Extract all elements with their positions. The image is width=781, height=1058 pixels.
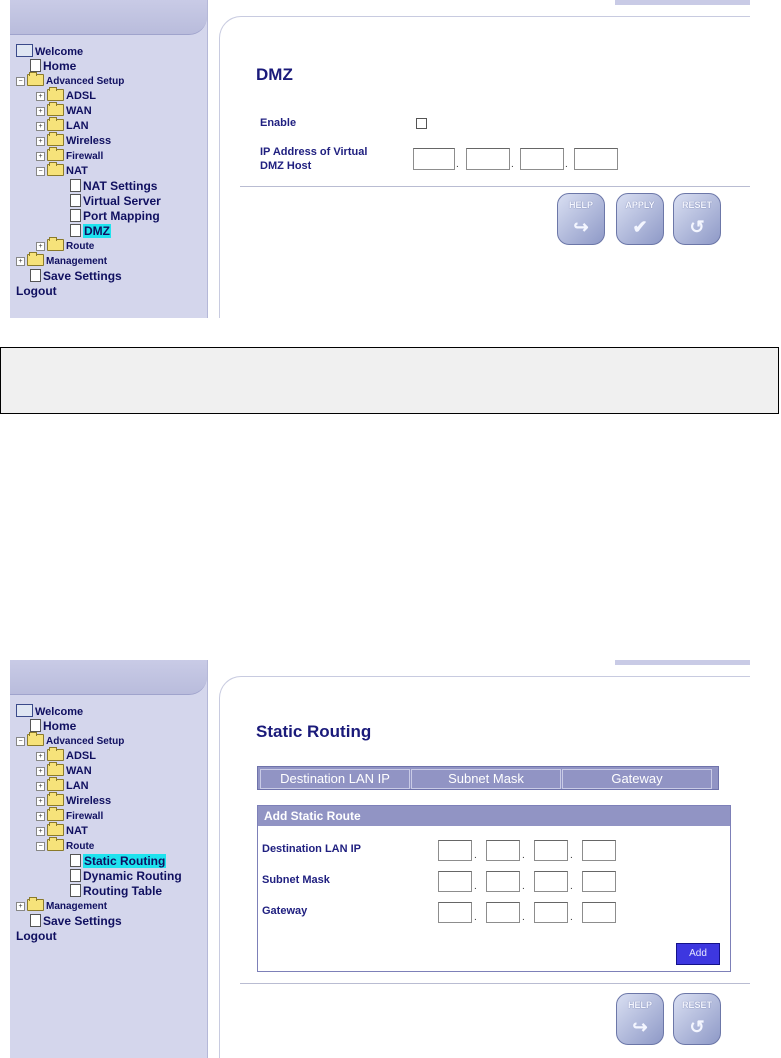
nav-item-wireless[interactable]: + Wireless — [16, 134, 161, 149]
nav-item-wan[interactable]: + WAN — [16, 104, 161, 119]
expand-icon[interactable]: + — [36, 752, 45, 761]
mask-octet-4[interactable] — [582, 871, 616, 892]
folder-icon — [47, 134, 64, 146]
add-route-panel — [257, 805, 731, 972]
add-route-header: Add Static Route — [258, 806, 730, 826]
collapse-icon[interactable]: − — [16, 77, 25, 86]
dest-ip-octet-2[interactable] — [486, 840, 520, 861]
folder-open-icon — [27, 74, 44, 86]
folder-icon — [47, 149, 64, 161]
expand-icon[interactable]: + — [36, 242, 45, 251]
expand-icon[interactable]: + — [16, 257, 25, 266]
column-header-subnet: Subnet Mask — [411, 769, 561, 789]
page-icon — [70, 854, 81, 867]
nav-item-lan[interactable]: + LAN — [16, 779, 200, 794]
nav-item-logout[interactable]: Logout — [16, 929, 57, 943]
ip-dot: . — [570, 850, 573, 861]
ip-dot: . — [511, 159, 514, 170]
nav-item-management[interactable]: + Management — [16, 899, 200, 914]
nav-item-management[interactable]: + Management — [16, 254, 161, 269]
help-button[interactable]: HELP ↪ — [557, 193, 605, 245]
gateway-octet-2[interactable] — [486, 902, 520, 923]
nav-item-wan[interactable]: + WAN — [16, 764, 200, 779]
folder-icon — [47, 794, 64, 806]
nav-item-advanced-setup[interactable]: − Advanced Setup — [16, 74, 161, 89]
folder-icon — [47, 239, 64, 251]
expand-icon[interactable]: + — [36, 797, 45, 806]
computer-icon — [16, 704, 33, 717]
dest-ip-octet-4[interactable] — [582, 840, 616, 861]
content-panel — [219, 16, 750, 318]
ip-dot: . — [456, 159, 459, 170]
dmz-ip-label-line1: IP Address of Virtual — [260, 146, 368, 158]
apply-button[interactable]: APPLY ✔ — [616, 193, 664, 245]
dmz-ip-octet-1[interactable] — [413, 148, 455, 170]
nav-item-adsl[interactable]: + ADSL — [16, 749, 200, 764]
undo-icon: ↺ — [689, 1017, 705, 1037]
nav-item-route[interactable]: + Route — [16, 239, 161, 254]
divider — [240, 983, 750, 984]
nav-item-dmz[interactable]: DMZ — [16, 224, 161, 239]
sidebar — [10, 0, 208, 318]
nav-item-save-settings[interactable]: Save Settings — [16, 914, 200, 929]
folder-icon — [27, 899, 44, 911]
sidebar-header — [10, 660, 207, 695]
expand-icon[interactable]: + — [36, 122, 45, 131]
enable-checkbox[interactable] — [416, 118, 427, 129]
expand-icon[interactable]: + — [36, 107, 45, 116]
nav-item-virtual-server[interactable]: Virtual Server — [16, 194, 161, 209]
collapse-icon[interactable]: − — [36, 842, 45, 851]
ip-dot: . — [565, 159, 568, 170]
nav-item-save-settings[interactable]: Save Settings — [16, 269, 161, 284]
page-icon — [70, 224, 81, 237]
expand-icon[interactable]: + — [36, 767, 45, 776]
sidebar — [10, 660, 208, 1058]
nav-item-wireless[interactable]: + Wireless — [16, 794, 200, 809]
note-box — [0, 347, 779, 414]
add-route-button[interactable]: Add — [676, 943, 720, 965]
mask-octet-3[interactable] — [534, 871, 568, 892]
nav-item-nat-settings[interactable]: NAT Settings — [16, 179, 161, 194]
folder-icon — [47, 119, 64, 131]
help-button[interactable]: HELP ↪ — [616, 993, 664, 1045]
nav-item-routing-table[interactable]: Routing Table — [16, 884, 200, 899]
checkmark-icon: ✔ — [632, 217, 648, 237]
page-icon — [30, 719, 41, 732]
page-icon — [70, 869, 81, 882]
mask-octet-2[interactable] — [486, 871, 520, 892]
reset-button[interactable]: RESET ↺ — [673, 193, 721, 245]
folder-icon — [27, 254, 44, 266]
help-arrow-icon: ↪ — [632, 1017, 648, 1037]
top-strip — [615, 660, 750, 665]
nav-item-firewall[interactable]: + Firewall — [16, 149, 161, 164]
nav-tree — [16, 44, 161, 299]
page-icon — [30, 59, 41, 72]
nav-item-static-routing[interactable]: Static Routing — [16, 854, 200, 869]
enable-label: Enable — [260, 117, 297, 129]
routes-table-header — [257, 766, 719, 790]
nav-item-route[interactable]: − Route — [16, 839, 200, 854]
folder-icon — [47, 824, 64, 836]
nav-item-advanced-setup[interactable]: − Advanced Setup — [16, 734, 200, 749]
computer-icon — [16, 44, 33, 57]
page-icon — [70, 209, 81, 222]
collapse-icon[interactable]: − — [16, 737, 25, 746]
ip-dot: . — [474, 850, 477, 861]
expand-icon[interactable]: + — [36, 92, 45, 101]
content-panel — [219, 676, 750, 1058]
nav-item-lan[interactable]: + LAN — [16, 119, 161, 134]
top-strip — [615, 0, 750, 5]
nav-item-logout[interactable]: Logout — [16, 284, 57, 298]
folder-icon — [47, 104, 64, 116]
folder-open-icon — [27, 734, 44, 746]
nav-item-nat[interactable]: − NAT — [16, 164, 161, 179]
page-title: DMZ — [256, 65, 293, 84]
gateway-octet-3[interactable] — [534, 902, 568, 923]
nav-item-dynamic-routing[interactable]: Dynamic Routing — [16, 869, 200, 884]
ip-dot: . — [570, 912, 573, 923]
nav-item-home[interactable]: Home — [16, 719, 200, 734]
gateway-octet-1[interactable] — [438, 902, 472, 923]
nav-item-adsl[interactable]: + ADSL — [16, 89, 161, 104]
nav-item-welcome[interactable]: Welcome — [16, 704, 200, 719]
nav-item-nat[interactable]: + NAT — [16, 824, 200, 839]
nav-item-welcome[interactable]: Welcome — [16, 44, 161, 59]
undo-icon: ↺ — [689, 217, 705, 237]
dmz-ip-octet-4[interactable] — [574, 148, 618, 170]
folder-open-icon — [47, 164, 64, 176]
subnet-mask-label: Subnet Mask — [262, 874, 330, 886]
column-header-gateway: Gateway — [562, 769, 712, 789]
folder-icon — [47, 764, 64, 776]
ip-dot: . — [570, 881, 573, 892]
expand-icon[interactable]: + — [36, 812, 45, 821]
expand-icon[interactable]: + — [36, 827, 45, 836]
nav-item-firewall[interactable]: + Firewall — [16, 809, 200, 824]
page-icon — [70, 884, 81, 897]
gateway-label: Gateway — [262, 905, 308, 917]
ip-dot: . — [522, 912, 525, 923]
mask-octet-1[interactable] — [438, 871, 472, 892]
page-icon — [30, 914, 41, 927]
routing-screenshot — [10, 660, 750, 1058]
gateway-octet-4[interactable] — [582, 902, 616, 923]
expand-icon[interactable]: + — [36, 137, 45, 146]
sidebar-header — [10, 0, 207, 35]
folder-icon — [47, 809, 64, 821]
dmz-ip-octet-2[interactable] — [466, 148, 510, 170]
expand-icon[interactable]: + — [36, 782, 45, 791]
folder-icon — [47, 749, 64, 761]
help-arrow-icon: ↪ — [573, 217, 589, 237]
folder-icon — [47, 89, 64, 101]
page-title: Static Routing — [256, 722, 372, 741]
folder-icon — [47, 779, 64, 791]
expand-icon[interactable]: + — [36, 152, 45, 161]
reset-button[interactable]: RESET ↺ — [673, 993, 721, 1045]
ip-dot: . — [522, 850, 525, 861]
nav-item-home[interactable]: Home — [16, 59, 161, 74]
ip-dot: . — [474, 881, 477, 892]
dest-ip-octet-3[interactable] — [534, 840, 568, 861]
ip-dot: . — [474, 912, 477, 923]
page-icon — [70, 179, 81, 192]
divider — [240, 186, 750, 187]
nav-item-port-mapping[interactable]: Port Mapping — [16, 209, 161, 224]
page-icon — [30, 269, 41, 282]
dest-ip-octet-1[interactable] — [438, 840, 472, 861]
ip-dot: . — [522, 881, 525, 892]
dmz-ip-octet-3[interactable] — [520, 148, 564, 170]
nav-tree — [16, 704, 200, 944]
collapse-icon[interactable]: − — [36, 167, 45, 176]
page-icon — [70, 194, 81, 207]
expand-icon[interactable]: + — [16, 902, 25, 911]
dest-lan-ip-label: Destination LAN IP — [262, 843, 362, 855]
dmz-ip-label-line2: DMZ Host — [260, 160, 312, 172]
folder-open-icon — [47, 839, 64, 851]
column-header-destination: Destination LAN IP — [260, 769, 410, 789]
dmz-screenshot — [10, 0, 750, 318]
